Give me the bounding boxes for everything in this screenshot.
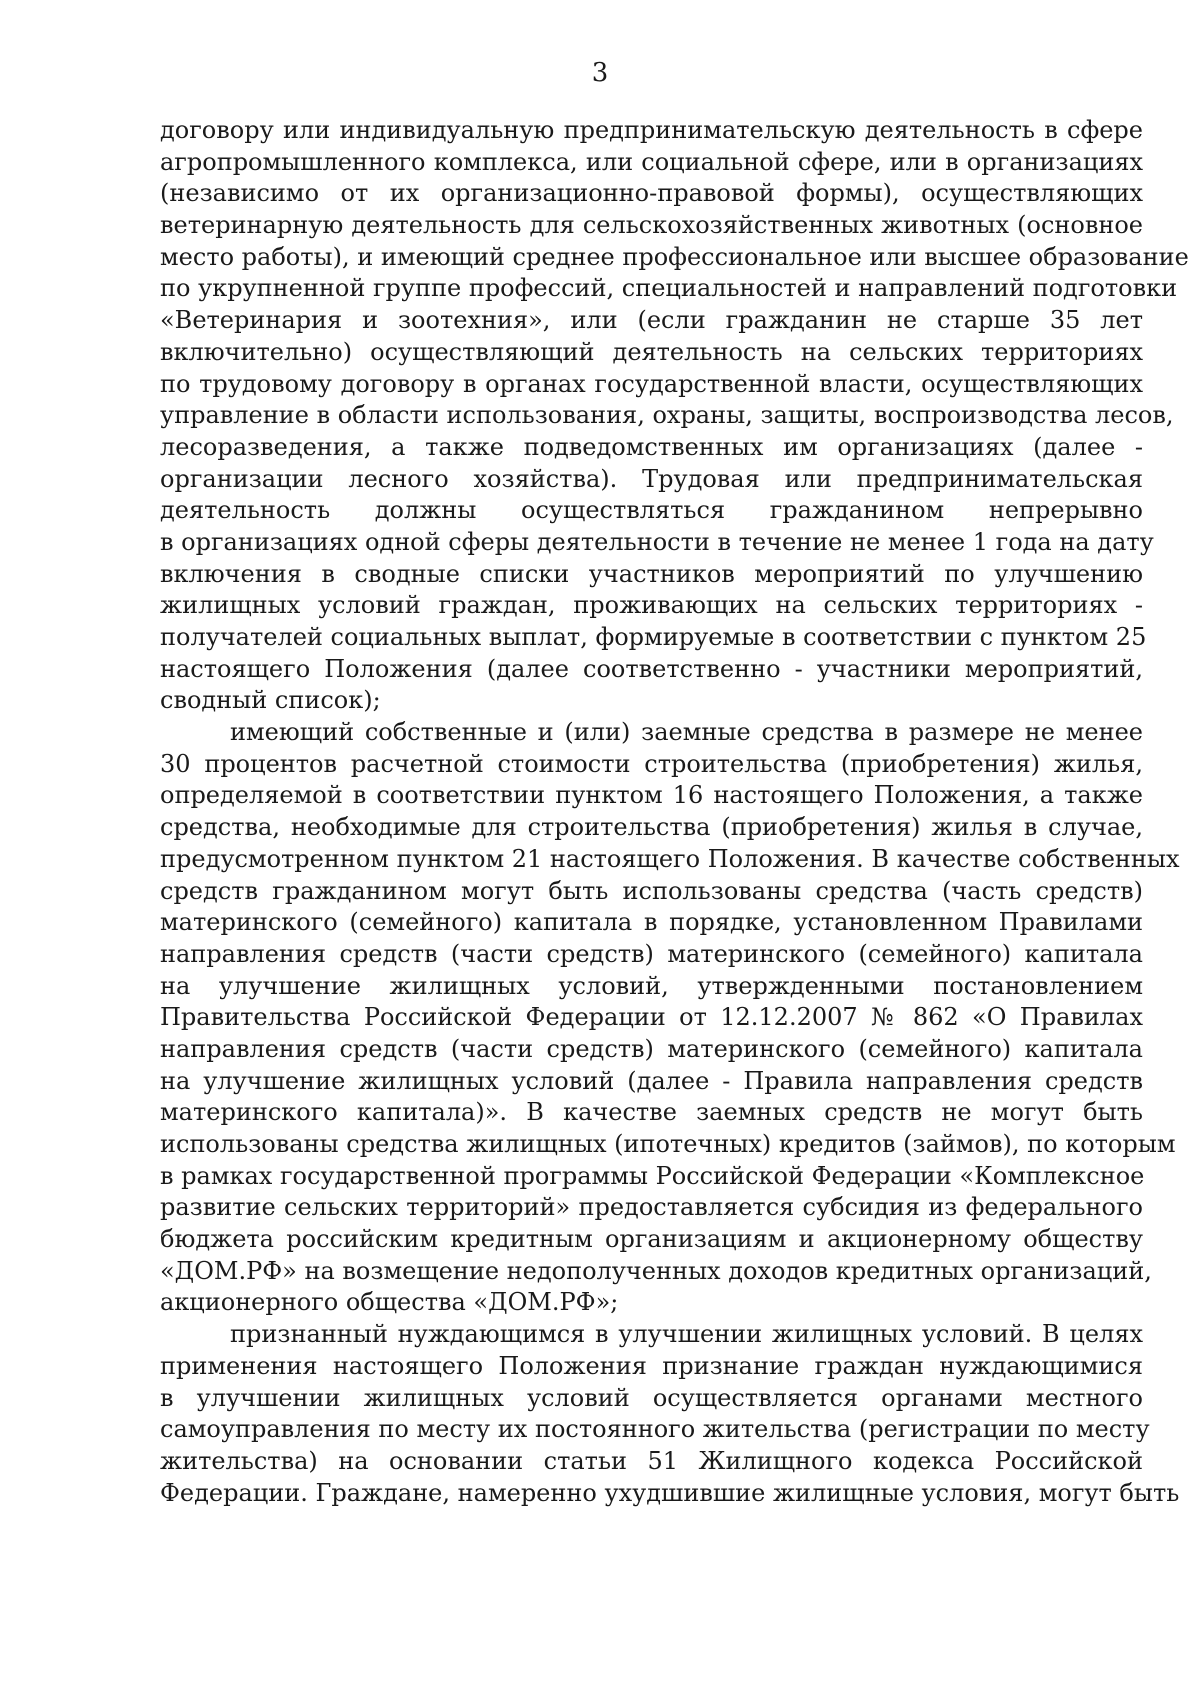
text-line: применения настоящего Положения признание граждан нуждающимися <box>160 1351 1143 1380</box>
text-line: направления средств (части средств) материнского (семейного) капитала <box>160 939 1143 968</box>
text-line: в улучшении жилищных условий осуществляется органами местного <box>160 1383 1143 1412</box>
text-line: в рамках государственной программы Российской Федерации «Комплексное <box>160 1161 1145 1190</box>
text-line: Правительства Российской Федерации от 12.12.2007 № 862 «О Правилах <box>160 1003 1143 1032</box>
text-line: деятельность должны осуществляться гражданином непрерывно <box>160 496 1143 525</box>
text-line: материнского (семейного) капитала в порядке, установленном Правилами <box>160 908 1143 937</box>
text-line: средств гражданином могут быть использованы средства (часть средств) <box>160 876 1143 905</box>
text-line: по трудовому договору в органах государственной власти, осуществляющих <box>160 369 1143 398</box>
text-line: ветеринарную деятельность для сельскохозяйственных животных (основное <box>160 211 1143 240</box>
text-line: развитие сельских территорий» предоставляется субсидия из федерального <box>160 1193 1143 1222</box>
text-line: жилищных условий граждан, проживающих на сельских территориях - <box>160 591 1143 620</box>
text-line: 30 процентов расчетной стоимости строительства (приобретения) жилья, <box>160 749 1143 778</box>
paragraph-2 <box>160 717 1180 1319</box>
text-line: управление в области использования, охраны, защиты, воспроизводства лесов, <box>160 401 1174 430</box>
text-line: на улучшение жилищных условий, утвержденными постановлением <box>160 971 1143 1000</box>
text-line: по укрупненной группе профессий, специальностей и направлений подготовки <box>160 274 1178 303</box>
text-line: организации лесного хозяйства). Трудовая или предпринимательская <box>160 464 1143 493</box>
text-line: жительства) на основании статьи 51 Жилищного кодекса Российской <box>160 1446 1143 1475</box>
text-line: направления средств (части средств) материнского (семейного) капитала <box>160 1034 1143 1063</box>
text-line: определяемой в соответствии пунктом 16 настоящего Положения, а также <box>160 781 1143 810</box>
text-line: использованы средства жилищных (ипотечных) кредитов (займов), по которым <box>160 1130 1176 1158</box>
text-line: в организациях одной сферы деятельности в течение не менее 1 года на дату <box>160 527 1154 556</box>
document-body <box>160 115 1189 1509</box>
text-line: лесоразведения, а также подведомственных им организациях (далее - <box>160 432 1143 461</box>
text-line: настоящего Положения (далее соответственно - участники мероприятий, <box>160 654 1143 683</box>
text-line: включения в сводные списки участников мероприятий по улучшению <box>160 559 1143 588</box>
text-line: акционерного общества «ДОМ.РФ»; <box>160 1288 619 1317</box>
text-line: самоуправления по месту их постоянного жительства (регистрации по месту <box>160 1415 1150 1444</box>
text-line: (независимо от их организационно-правовой формы), осуществляющих <box>160 179 1143 208</box>
text-line: признанный нуждающимся в улучшении жилищных условий. В целях <box>230 1320 1143 1349</box>
text-line: агропромышленного комплекса, или социальной сфере, или в организациях <box>160 147 1143 176</box>
text-line: договору или индивидуальную предпринимательскую деятельность в сфере <box>160 116 1143 144</box>
page-number: 3 <box>591 58 609 88</box>
text-line: бюджета российским кредитным организациям и акционерному обществу <box>160 1225 1143 1254</box>
paragraph-1 <box>160 115 1189 717</box>
text-line: включительно) осуществляющий деятельность на сельских территориях <box>160 337 1143 366</box>
text-line: материнского капитала)». В качестве заемных средств не могут быть <box>160 1098 1143 1127</box>
text-line: получателей социальных выплат, формируемые в соответствии с пунктом 25 <box>160 623 1147 651</box>
text-line: средства, необходимые для строительства (приобретения) жилья в случае, <box>160 813 1143 842</box>
text-line: «Ветеринария и зоотехния», или (если гражданин не старше 35 лет <box>160 306 1143 335</box>
text-line: имеющий собственные и (или) заемные средства в размере не менее <box>230 718 1143 747</box>
text-line: «ДОМ.РФ» на возмещение недополученных доходов кредитных организаций, <box>160 1256 1152 1285</box>
text-line: сводный список); <box>160 686 381 715</box>
text-line: Федерации. Граждане, намеренно ухудшившие жилищные условия, могут быть <box>160 1478 1180 1507</box>
text-line: на улучшение жилищных условий (далее - Правила направления средств <box>160 1066 1143 1095</box>
text-line: место работы), и имеющий среднее профессиональное или высшее образование <box>160 242 1189 271</box>
paragraph-3 <box>160 1319 1180 1509</box>
text-line: предусмотренном пунктом 21 настоящего Положения. В качестве собственных <box>160 844 1180 873</box>
